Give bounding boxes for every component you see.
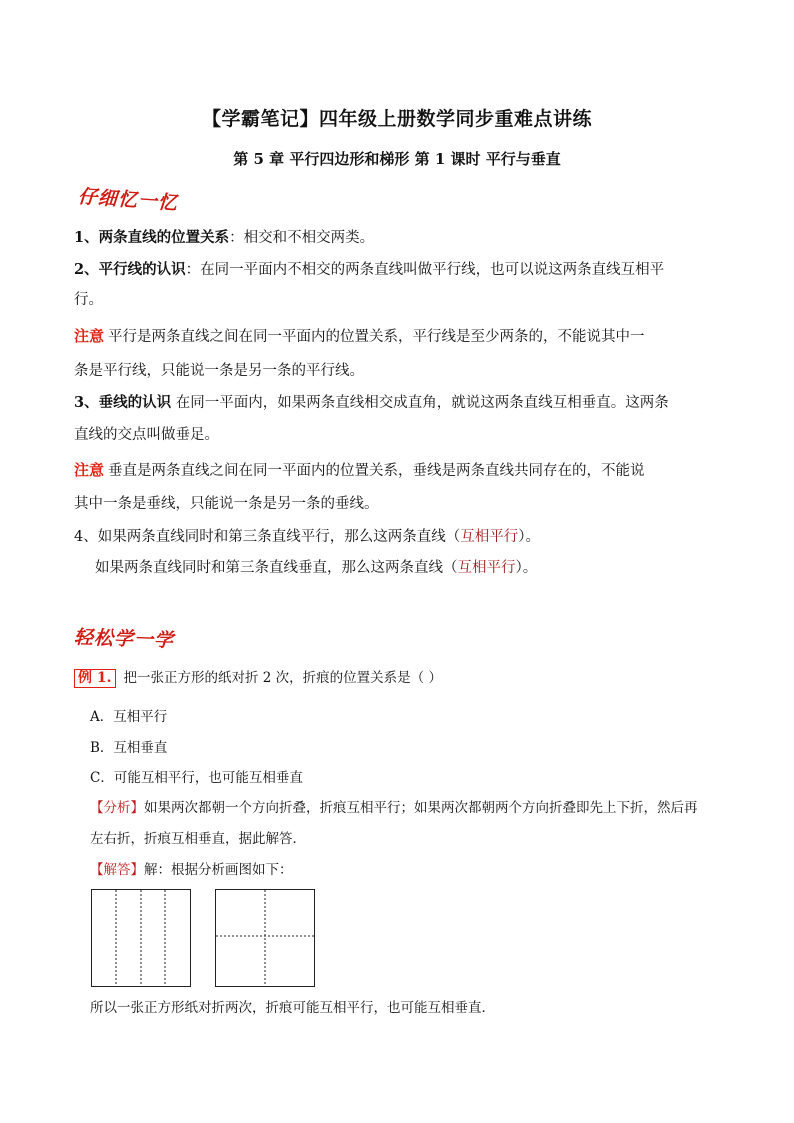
note-1-text: 平行是两条直线之间在同一平面内的位置关系，平行线是至少两条的，不能说其中一 — [108, 329, 645, 345]
item-4-line-1-text: 4、如果两条直线同时和第三条直线平行，那么这两条直线（ — [74, 529, 461, 545]
figure-perpendicular-folds — [215, 889, 315, 987]
example-1-question — [74, 668, 442, 688]
analysis-text: 如果两次都朝一个方向折叠，折痕互相平行；如果两次都朝两个方向折叠即先上下折，然后再 — [144, 800, 698, 816]
figure-parallel-folds — [91, 889, 191, 987]
item-4-line-2-end: ）。 — [515, 560, 538, 576]
analysis-tag: 【分析】 — [90, 800, 144, 816]
item-2-label: 2、平行线的认识 — [74, 261, 186, 278]
note-2 — [74, 460, 645, 481]
item-3-label: 3、垂线的认识 — [74, 394, 172, 411]
perpendicular-fold-lines — [216, 890, 314, 986]
item-4-line-1 — [74, 527, 540, 547]
item-4-line-2 — [95, 558, 537, 578]
item-4-line-1-end: ）。 — [518, 529, 540, 545]
item-3 — [74, 393, 669, 413]
option-b: B．互相垂直 — [90, 740, 168, 756]
note-1 — [74, 326, 645, 347]
item-1-text: ：相交和不相交两类。 — [229, 230, 375, 246]
option-a: A．互相平行 — [90, 709, 168, 725]
analysis — [90, 798, 698, 818]
item-4-line-1-answer: 互相平行 — [460, 529, 519, 545]
parallel-fold-lines — [92, 890, 190, 986]
note-2-tag: 注意 — [74, 461, 105, 479]
note-1-tag: 注意 — [74, 327, 105, 345]
note-2-text: 垂直是两条直线之间在同一平面内的位置关系，垂线是两条直线共同存在的，不能说 — [108, 463, 645, 479]
item-1-label: 1、两条直线的位置关系 — [74, 229, 230, 246]
item-3-cont: 直线的交点叫做垂足。 — [74, 427, 219, 443]
conclusion: 所以一张正方形纸对折两次，折痕可能互相平行，也可能互相垂直． — [90, 1000, 495, 1016]
analysis-cont: 左右折，折痕互相垂直，据此解答． — [90, 831, 306, 847]
example-1-question-text: 把一张正方形的纸对折 2 次，折痕的位置关系是（ ） — [123, 670, 442, 686]
item-2-cont: 行。 — [74, 292, 103, 308]
note-2-cont: 其中一条是垂线，只能说一条是另一条的垂线。 — [74, 496, 379, 512]
note-1-cont: 条是平行线，只能说一条是另一条的平行线。 — [74, 363, 364, 379]
option-c: C．可能互相平行，也可能互相垂直 — [90, 770, 303, 786]
answer-text: 解：根据分析画图如下： — [144, 862, 293, 878]
item-4-line-2-text: 如果两条直线同时和第三条直线垂直，那么这两条直线（ — [95, 560, 458, 576]
example-1-tag: 例 1. — [74, 669, 116, 688]
item-3-text: 在同一平面内，如果两条直线相交成直角，就说这两条直线互相垂直。这两条 — [171, 395, 669, 411]
section-heading-learn: 轻松学一学 — [73, 626, 175, 652]
item-2 — [74, 260, 664, 280]
answer-tag: 【解答】 — [90, 862, 144, 878]
document-subtitle: 第 5 章 平行四边形和梯形 第 1 课时 平行与垂直 — [233, 150, 561, 168]
document-title: 【学霸笔记】四年级上册数学同步重难点讲练 — [201, 108, 592, 130]
item-2-text: ：在同一平面内不相交的两条直线叫做平行线，也可以说这两条直线互相平 — [185, 262, 665, 278]
answer — [90, 860, 293, 880]
item-4-line-2-answer: 互相平行 — [457, 560, 516, 576]
item-1 — [74, 228, 374, 248]
section-heading-review: 仔细忆一忆 — [77, 185, 179, 215]
